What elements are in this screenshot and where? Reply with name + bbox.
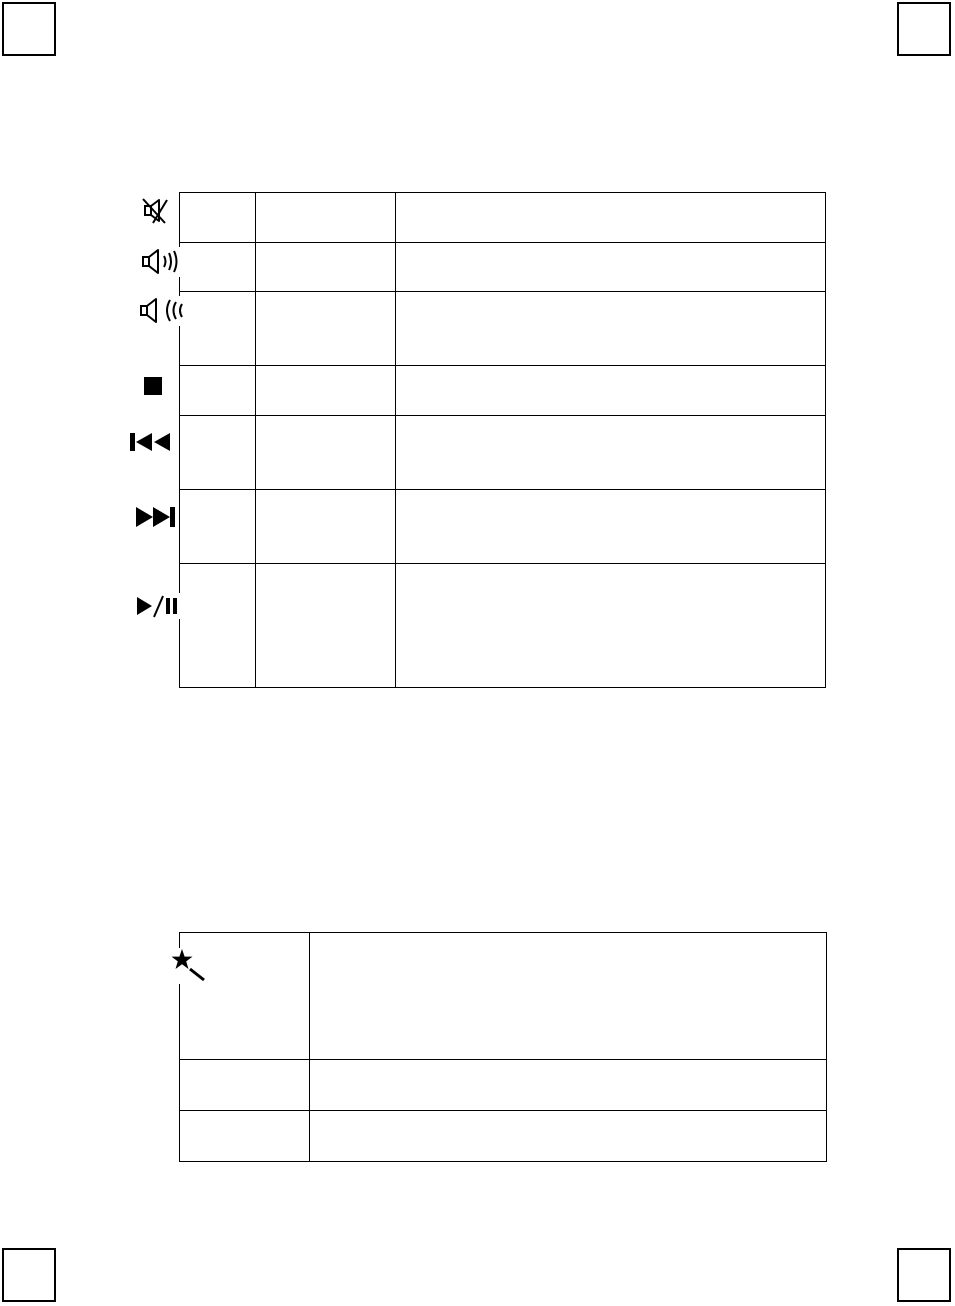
crop-mark-top-right [897,2,951,56]
table-row [180,193,826,243]
next-track-icon [134,505,178,529]
description-cell [310,933,827,1060]
table-row [180,243,826,292]
description-cell [396,366,826,416]
function-cell [256,564,396,688]
media-keys-table [179,192,826,688]
key-cell [180,564,256,688]
crop-mark-top-left [2,2,56,56]
key-cell [180,193,256,243]
crop-mark-bottom-left [2,1248,56,1302]
description-cell [396,564,826,688]
stop-icon [143,376,163,396]
function-cell [256,243,396,292]
key-cell [180,243,256,292]
description-cell [396,416,826,490]
table-row [180,366,826,416]
description-cell [396,292,826,366]
mute-icon [140,196,172,226]
table-row [180,292,826,366]
effects-keys-table [179,932,827,1162]
table-row [180,490,826,564]
table-row [180,1111,827,1162]
key-cell [180,1111,310,1162]
table-row [180,933,827,1060]
description-cell [310,1111,827,1162]
previous-track-icon [128,431,174,453]
function-cell [256,366,396,416]
function-cell [256,490,396,564]
volume-up-icon [140,247,182,277]
function-cell [256,416,396,490]
description-cell [396,490,826,564]
key-cell [180,1060,310,1111]
function-cell [256,292,396,366]
crop-mark-bottom-right [897,1248,951,1302]
table-row [180,564,826,688]
description-cell [310,1060,827,1111]
key-cell [180,416,256,490]
volume-down-icon [138,296,186,326]
key-cell [180,366,256,416]
magic-wand-icon [170,948,210,984]
description-cell [396,243,826,292]
key-cell [180,292,256,366]
play-pause-icon [134,593,180,619]
description-cell [396,193,826,243]
key-cell [180,490,256,564]
function-cell [256,193,396,243]
table-row [180,1060,827,1111]
table-row [180,416,826,490]
